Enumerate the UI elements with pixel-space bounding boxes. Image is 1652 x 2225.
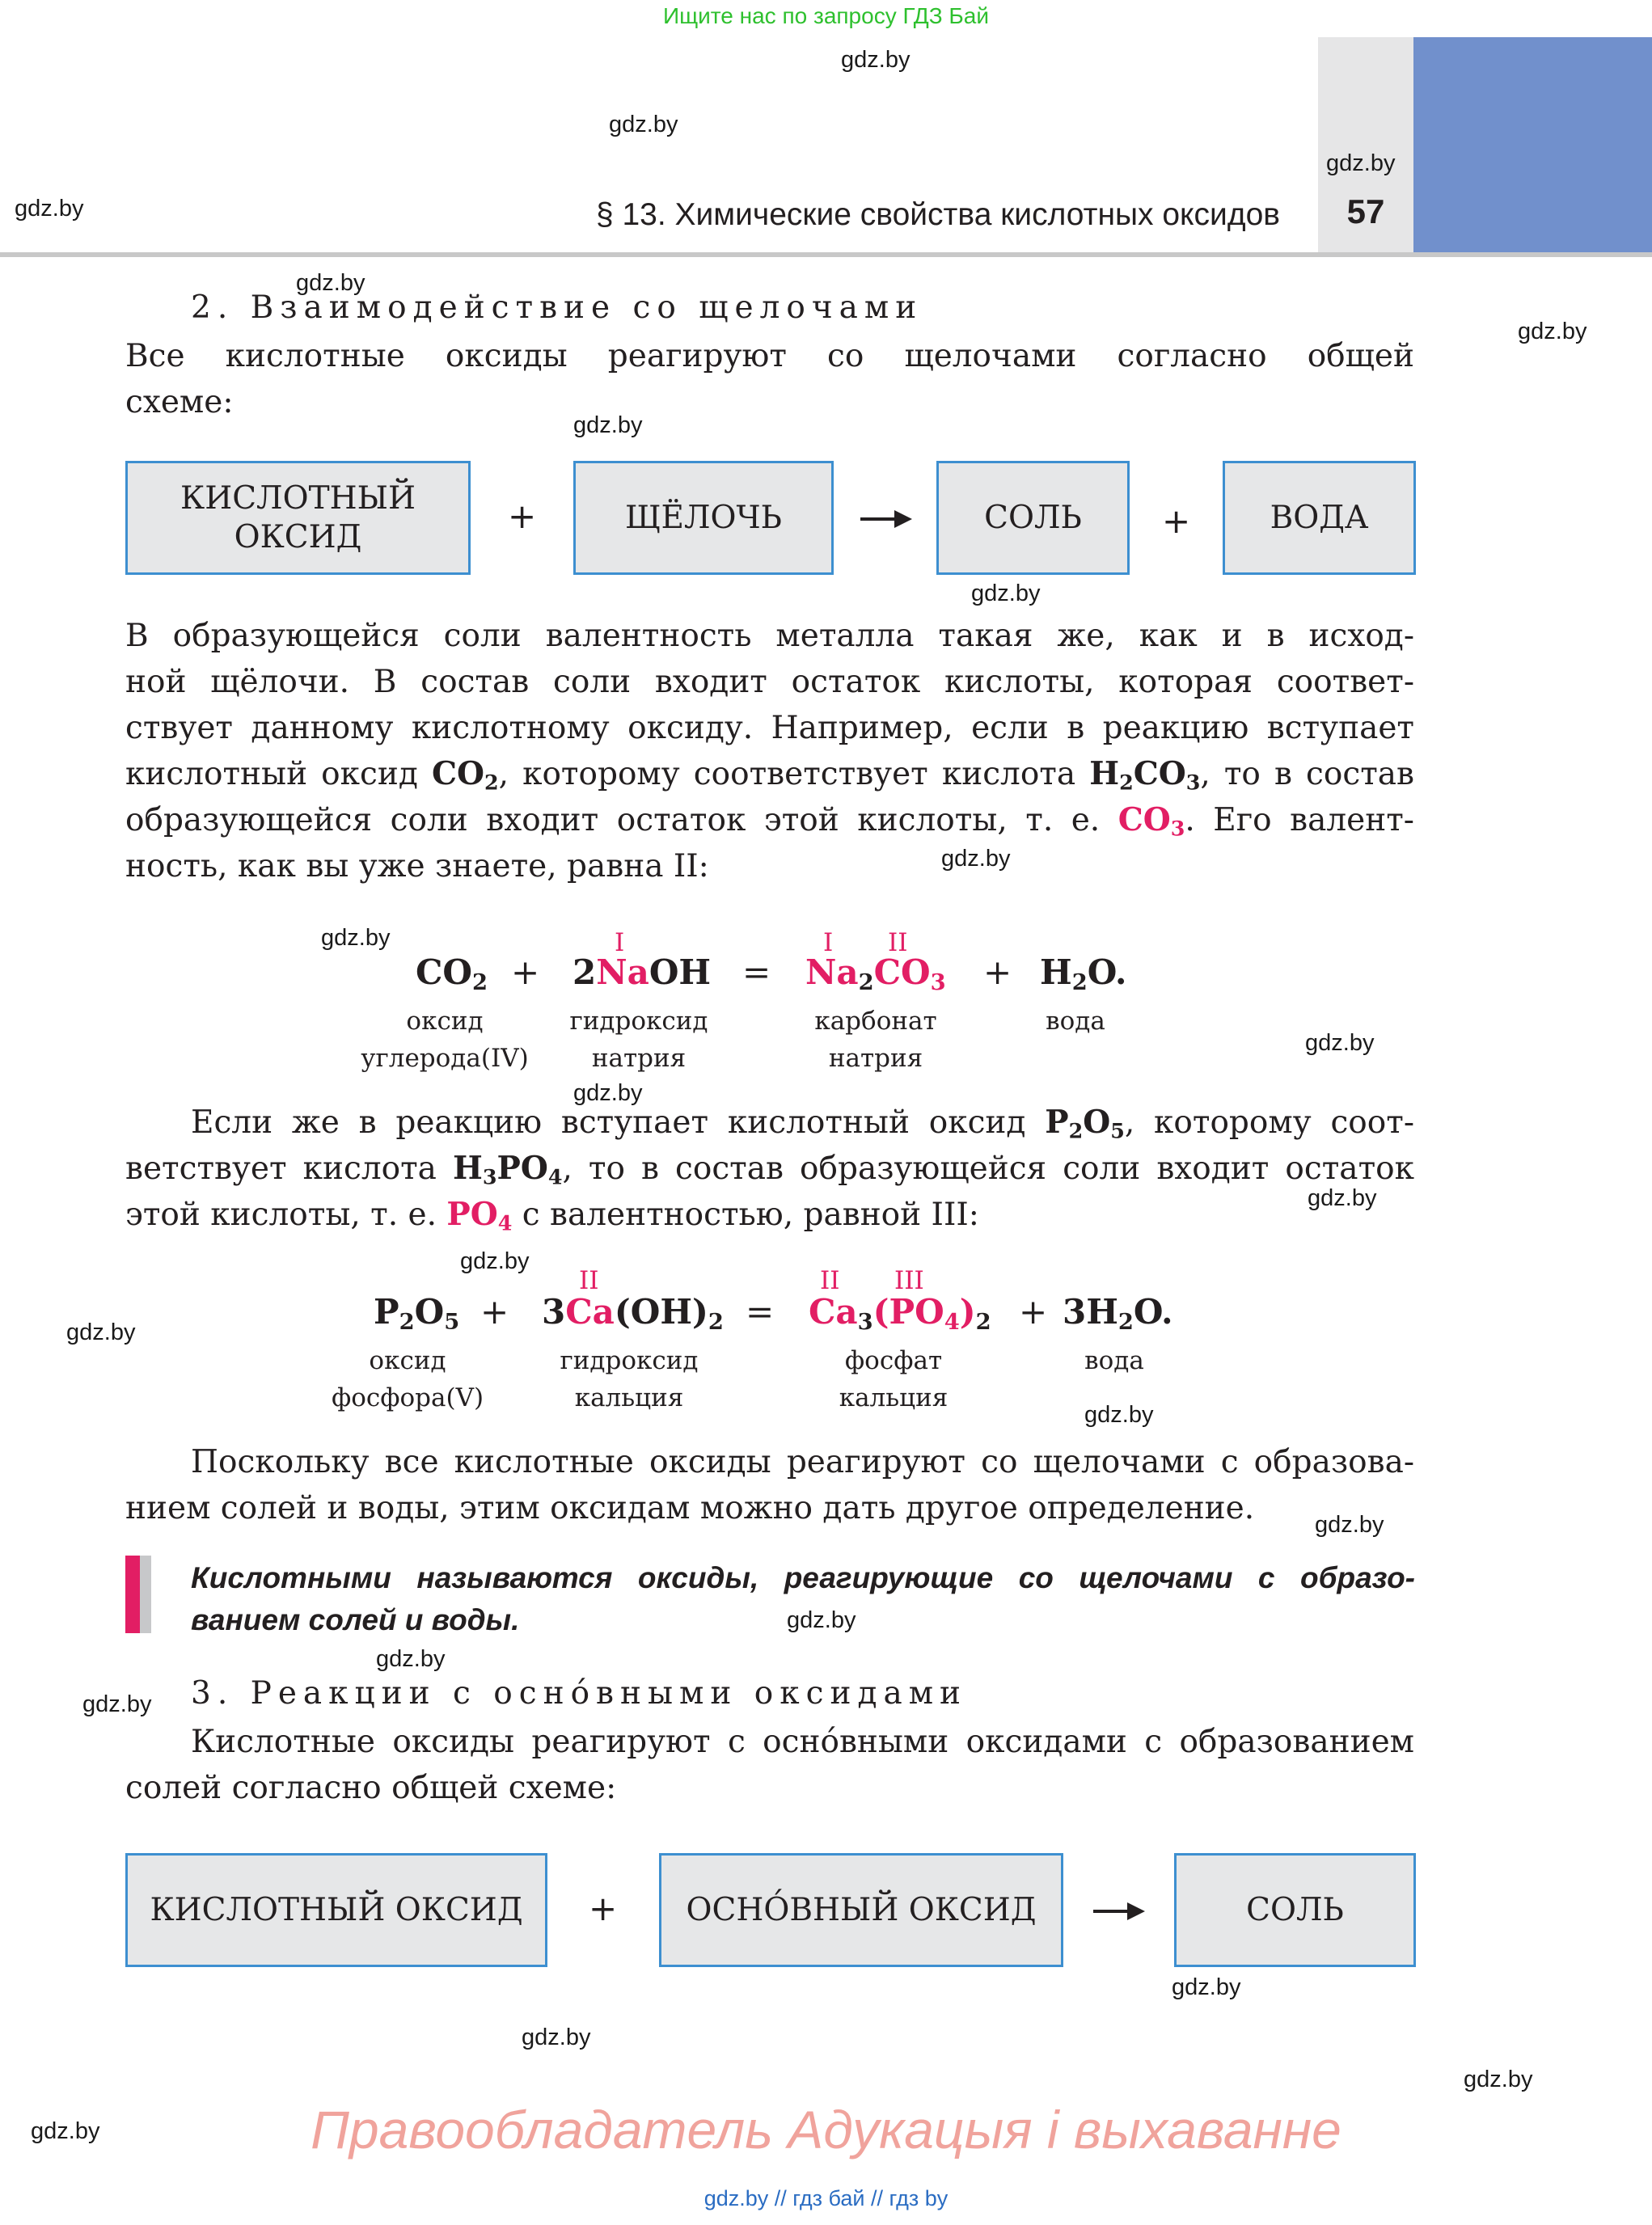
plus-sign: + bbox=[589, 1889, 618, 1928]
caption-line: углерода(IV) bbox=[361, 1044, 529, 1073]
watermark: gdz.by bbox=[1084, 1402, 1154, 1428]
text-line bbox=[125, 751, 1414, 797]
text-line: ность, как вы уже знаете, равна II: bbox=[125, 848, 709, 885]
text-line: ванием солей и воды. bbox=[191, 1603, 520, 1636]
section2-paragraph bbox=[125, 613, 1414, 889]
formula-h2o: $H_2O$. bbox=[1040, 952, 1127, 995]
watermark: gdz.by bbox=[573, 1080, 643, 1106]
caption-ca3po42 bbox=[809, 1342, 978, 1416]
watermark: gdz.by bbox=[609, 112, 678, 137]
scheme-box-acid-oxide: КИСЛОТНЫЙ ОКСИД bbox=[125, 1853, 547, 1967]
text: Если же в реакцию вступает кислотный оксид bbox=[191, 1104, 1046, 1141]
text-line bbox=[125, 797, 1414, 843]
formula-p2o5: $P_2O_5$ bbox=[374, 1292, 460, 1335]
formula-co2: $CO_2$ bbox=[416, 952, 488, 995]
caption-line: фосфат bbox=[844, 1346, 943, 1375]
valence-label: II bbox=[579, 1266, 599, 1295]
caption-line: кальция bbox=[839, 1383, 949, 1412]
color-tab bbox=[1413, 37, 1652, 257]
scheme-box-acid-oxide: КИСЛОТНЫЙ ОКСИД bbox=[125, 461, 471, 575]
watermark: gdz.by bbox=[841, 47, 911, 73]
text: , то в состав образующейся соли входит остаток bbox=[562, 1150, 1414, 1187]
equals-sign: = bbox=[742, 952, 771, 992]
text: кислотный оксид bbox=[125, 756, 432, 792]
section-heading: 3. Реакции с осно́вными оксидами bbox=[191, 1675, 968, 1712]
text-line bbox=[125, 1100, 1414, 1146]
section-heading: 2. Взаимодействие со щелочами bbox=[191, 289, 923, 326]
caption-co2 bbox=[348, 1003, 542, 1077]
caption-line: карбонат bbox=[814, 1007, 937, 1036]
definition-marker bbox=[140, 1556, 151, 1633]
caption-line: натрия bbox=[591, 1044, 687, 1073]
watermark: gdz.by bbox=[376, 1646, 446, 1672]
text: образующейся соли входит остаток этой кислоты, т. е. bbox=[125, 802, 1118, 838]
page-number: 57 bbox=[1346, 192, 1385, 230]
watermark: gdz.by bbox=[1305, 1030, 1375, 1056]
valence-label: II bbox=[888, 928, 908, 957]
caption-line: гидроксид bbox=[560, 1346, 699, 1375]
caption-line: кальция bbox=[574, 1383, 684, 1412]
text-line: солей согласно общей схеме: bbox=[125, 1770, 617, 1806]
text-line: ной щёлочи. В состав соли входит остаток кислоты, которая соответ- bbox=[125, 664, 1414, 700]
plus-sign: + bbox=[1019, 1292, 1048, 1332]
watermark: gdz.by bbox=[1308, 1185, 1377, 1211]
section2-paragraph bbox=[125, 1100, 1414, 1238]
caption-line: натрия bbox=[828, 1044, 923, 1073]
header-rule bbox=[0, 252, 1652, 257]
text: с валентностью, равной III: bbox=[512, 1197, 979, 1233]
watermark: gdz.by bbox=[1315, 1512, 1384, 1538]
watermark: gdz.by bbox=[787, 1607, 856, 1633]
equals-sign: = bbox=[746, 1292, 775, 1332]
plus-sign: + bbox=[480, 1292, 509, 1332]
caption-line: оксид bbox=[369, 1346, 446, 1375]
caption-naoh bbox=[550, 1003, 728, 1077]
caption-caoh2 bbox=[540, 1342, 718, 1416]
valence-label: III bbox=[894, 1266, 924, 1295]
text-line: нием солей и воды, этим оксидам можно дать другое определение. bbox=[125, 1490, 1255, 1526]
plus-sign: + bbox=[983, 952, 1012, 992]
plus-sign: + bbox=[511, 952, 540, 992]
watermark: gdz.by bbox=[31, 2118, 100, 2144]
formula: $PO_4$ bbox=[446, 1196, 513, 1235]
text-line: Поскольку все кислотные оксиды реагируют со щелочами с образова- bbox=[191, 1444, 1414, 1480]
caption-line: гидроксид bbox=[569, 1007, 708, 1036]
watermark: gdz.by bbox=[1464, 2067, 1533, 2092]
watermark: gdz.by bbox=[15, 196, 84, 222]
watermark: gdz.by bbox=[82, 1691, 152, 1717]
formula-ca3po42: $Ca_3(PO_4)_2$ bbox=[809, 1292, 991, 1335]
caption-line: вода bbox=[1046, 1007, 1105, 1036]
search-hint-banner: Ищите нас по запросу ГДЗ Бай bbox=[662, 3, 990, 28]
formula: $H_3PO_4$ bbox=[453, 1150, 563, 1189]
watermark: gdz.by bbox=[522, 2024, 591, 2050]
caption-h2o bbox=[1027, 1003, 1124, 1040]
bottom-links[interactable]: gdz.by // гдз бай // гдз by bbox=[703, 2186, 949, 2210]
scheme-box-basic-oxide: ОСНО́ВНЫЙ ОКСИД bbox=[659, 1853, 1063, 1967]
text: , которому соответствует кислота bbox=[498, 756, 1090, 792]
text-line bbox=[125, 1192, 1414, 1238]
watermark: gdz.by bbox=[573, 412, 643, 438]
definition-marker bbox=[125, 1556, 140, 1633]
running-head: § 13. Химические свойства кислотных оксидов bbox=[595, 197, 1280, 232]
section2-paragraph bbox=[125, 1439, 1414, 1531]
text-line: В образующейся соли валентность металла такая же, как и в исход- bbox=[125, 618, 1414, 654]
scheme-box-water: ВОДА bbox=[1223, 461, 1416, 575]
formula: $CO_3$ bbox=[1118, 801, 1185, 841]
formula-caoh2: $3Ca(OH)_2$ bbox=[542, 1292, 724, 1335]
scheme-box-alkali: ЩЁЛОЧЬ bbox=[573, 461, 834, 575]
scheme-box-salt: СОЛЬ bbox=[1174, 1853, 1416, 1967]
section3-intro bbox=[125, 1719, 1414, 1811]
text: . Его валент- bbox=[1185, 802, 1414, 838]
formula: $P_2O_5$ bbox=[1045, 1104, 1125, 1143]
watermark: gdz.by bbox=[1172, 1974, 1241, 2000]
valence-label: I bbox=[615, 928, 625, 957]
arrow-icon bbox=[1093, 1910, 1142, 1913]
text: , то в состав bbox=[1200, 756, 1414, 792]
formula-naoh: 2NaOH bbox=[572, 952, 712, 992]
text: , которому соот- bbox=[1124, 1104, 1415, 1141]
text-line: Кислотные оксиды реагируют с осно́вными оксидами с образованием bbox=[191, 1724, 1414, 1760]
text-line: схеме: bbox=[125, 384, 234, 420]
watermark: gdz.by bbox=[1326, 150, 1396, 176]
section2-intro bbox=[125, 333, 1414, 425]
text: ветствует кислота bbox=[125, 1150, 453, 1187]
text-line: Все кислотные оксиды реагируют со щелочами согласно общей bbox=[125, 338, 1414, 374]
caption-line: фосфора(V) bbox=[331, 1383, 484, 1412]
text-line bbox=[125, 1146, 1414, 1192]
watermark: gdz.by bbox=[66, 1319, 136, 1345]
formula-3h2o: $3H_2O$. bbox=[1063, 1292, 1173, 1335]
plus-sign: + bbox=[1162, 501, 1191, 541]
caption-line: оксид bbox=[406, 1007, 484, 1036]
formula: $CO_2$ bbox=[431, 755, 499, 795]
watermark: gdz.by bbox=[460, 1248, 530, 1274]
text: этой кислоты, т. е. bbox=[125, 1197, 447, 1233]
watermark: gdz.by bbox=[296, 270, 365, 296]
arrow-icon bbox=[860, 517, 909, 521]
text-line: ствует данному кислотному оксиду. Например, если в реакцию вступает bbox=[125, 710, 1414, 746]
formula: $H_2CO_3$ bbox=[1089, 755, 1201, 795]
scheme-box-salt: СОЛЬ bbox=[936, 461, 1130, 575]
plus-sign: + bbox=[508, 496, 537, 536]
formula-na2co3: $Na_2CO_3$ bbox=[805, 952, 946, 995]
copyright-mark: Правообладатель Адукацыя і выхаванне bbox=[311, 2100, 1341, 2160]
caption-line: вода bbox=[1084, 1346, 1144, 1375]
watermark: gdz.by bbox=[941, 846, 1011, 872]
caption-3h2o bbox=[1066, 1342, 1163, 1379]
watermark: gdz.by bbox=[971, 581, 1041, 606]
valence-label: II bbox=[820, 1266, 840, 1295]
definition bbox=[191, 1557, 1415, 1641]
caption-na2co3 bbox=[791, 1003, 961, 1077]
text-line: Кислотными называются оксиды, реагирующие со щелочами с образо- bbox=[191, 1561, 1415, 1594]
valence-label: I bbox=[823, 928, 834, 957]
watermark: gdz.by bbox=[1518, 319, 1587, 344]
watermark: gdz.by bbox=[321, 925, 391, 951]
caption-p2o5 bbox=[312, 1342, 503, 1416]
